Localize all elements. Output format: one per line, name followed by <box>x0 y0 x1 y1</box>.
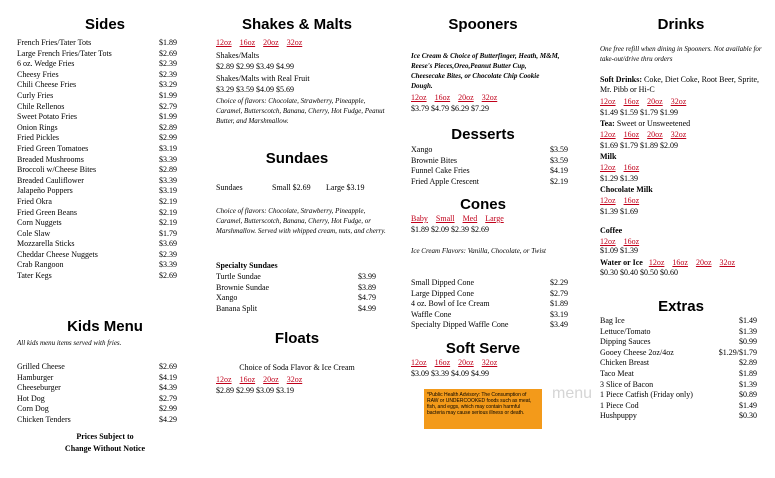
soft-drinks-line <box>600 75 770 95</box>
size-label: 16oz <box>623 97 640 106</box>
menu-item-name: Fried Okra <box>17 196 52 206</box>
menu-item-price: $4.19 <box>550 166 568 176</box>
size-label: 16oz <box>239 38 256 47</box>
shakes-prices1: $2.89 $2.99 $3.49 $4.99 <box>216 62 294 71</box>
menu-item <box>17 133 177 144</box>
menu-item-name: 4 oz. Bowl of Ice Cream <box>411 299 490 309</box>
floats-sizes <box>216 375 302 385</box>
menu-item-name: Xango <box>411 145 433 154</box>
cones-heading: Cones <box>460 196 506 213</box>
size-label: 16oz <box>623 130 640 139</box>
menu-item <box>17 260 177 271</box>
soft-drinks-sizes <box>600 97 686 107</box>
size-label: 16oz <box>623 237 640 246</box>
menu-item-name: Chili Cheese Fries <box>17 80 77 90</box>
menu-item-price: $1.49 <box>739 316 757 325</box>
menu-item-price: $0.30 <box>739 411 757 421</box>
menu-item-price: $2.99 <box>159 404 177 414</box>
size-label: 16oz <box>672 258 688 267</box>
menu-item-name: Brownie Bites <box>411 155 457 165</box>
menu-item-price: $2.19 <box>159 196 177 206</box>
menu-item-price: $3.19 <box>159 143 177 153</box>
menu-item-name: Lettuce/Tomato <box>600 326 651 336</box>
menu-item-price: $1.99 <box>159 90 177 100</box>
menu-item <box>411 289 568 300</box>
size-label: 12oz <box>600 237 616 246</box>
water-prices: $0.30 $0.40 $0.50 $0.60 <box>600 268 678 277</box>
size-label: 32oz <box>286 375 303 384</box>
menu-item-price: $2.79 <box>159 101 177 111</box>
menu-item-name: Onion Rings <box>17 122 58 132</box>
size-label: 12oz <box>600 130 616 139</box>
size-label: 32oz <box>670 130 687 139</box>
tea-desc: Sweet or Unsweetened <box>616 119 691 128</box>
sundaes-label: Sundaes <box>216 183 243 192</box>
menu-item-name: Large Dipped Cone <box>411 288 474 298</box>
menu-item-price: $3.39 <box>159 154 177 164</box>
menu-item-price: $4.99 <box>358 303 376 313</box>
menu-item-name: Xango <box>216 293 238 303</box>
size-label: 16oz <box>623 163 640 172</box>
menu-item-name: Cheeseburger <box>17 383 61 393</box>
menu-item-price: $2.39 <box>159 59 177 69</box>
menu-item <box>17 38 177 49</box>
kids-heading: Kids Menu <box>67 318 143 335</box>
menu-item <box>411 166 568 177</box>
prices-footer-1: Prices Subject to <box>76 432 134 441</box>
menu-item <box>17 229 177 240</box>
sides-heading: Sides <box>84 16 126 33</box>
menu-item-price: $4.19 <box>159 372 177 382</box>
menu-item-name: 1 Piece Cod <box>600 400 639 410</box>
milk-label: Milk <box>600 152 617 161</box>
floats-desc: Choice of Soda Flavor & Ice Cream <box>239 363 355 372</box>
menu-item <box>17 102 177 113</box>
menu-item-price: $2.19 <box>550 176 568 186</box>
desserts-heading: Desserts <box>451 126 515 143</box>
menu-item <box>17 144 177 155</box>
water-line <box>600 258 735 268</box>
menu-item-price: $1.79 <box>159 228 177 238</box>
menu-item-name: Waffle Cone <box>411 309 452 319</box>
floats-heading: Floats <box>274 330 320 347</box>
menu-item-name: Fried Pickles <box>17 133 59 143</box>
menu-item-name: Small Dipped Cone <box>411 278 475 287</box>
menu-item-name: Breaded Cauliflower <box>17 175 84 185</box>
size-label: 32oz <box>670 97 687 106</box>
menu-item <box>600 411 757 422</box>
menu-item <box>17 394 177 405</box>
menu-item-price: $4.39 <box>159 383 177 393</box>
sundaes-heading: Sundaes <box>265 150 329 167</box>
shakes-line2: Shakes/Malts with Real Fruit <box>216 74 310 83</box>
tea-label: Tea: <box>600 119 615 128</box>
menu-item <box>600 390 757 401</box>
kids-note: All kids menu items served with fries. <box>17 339 122 347</box>
size-label: 12oz <box>411 93 427 102</box>
spooners-desc: Ice Cream & Choice of Butterfinger, Heath, M&M, Reese's Pieces,Oreo,Peanut Butter Cup, Cheesecake Bites, or Chocolate Chip Cookie Dough. <box>411 52 560 90</box>
menu-item-name: Hamburger <box>17 372 54 382</box>
menu-item <box>17 155 177 166</box>
menu-item-name: Bag Ice <box>600 316 625 325</box>
menu-item <box>17 373 177 384</box>
menu-item-price: $1.89 <box>550 299 568 309</box>
menu-item-price: $0.89 <box>739 390 757 400</box>
shakes-prices2: $3.29 $3.59 $4.09 $5.69 <box>216 85 294 94</box>
specialty-sundaes-heading: Specialty Sundaes <box>216 261 278 270</box>
menu-item <box>411 156 568 167</box>
menu-item-name: Sweet Potato Fries <box>17 112 77 122</box>
menu-item-name: Crab Rangoon <box>17 260 64 270</box>
menu-item-name: Corn Dog <box>17 404 49 414</box>
menu-item-price: $3.59 <box>550 155 568 165</box>
menu-item-name: Curly Fries <box>17 90 54 100</box>
size-label: 12oz <box>600 196 616 205</box>
menu-item <box>17 404 177 415</box>
menu-item-price: $2.39 <box>159 249 177 259</box>
menu-item <box>600 316 757 327</box>
menu-item-name: Jalapeño Poppers <box>17 186 73 196</box>
size-label: Med <box>462 214 478 223</box>
menu-item-price: $4.79 <box>358 293 376 303</box>
size-label: 32oz <box>481 93 498 102</box>
menu-item-name: Large French Fries/Tater Tots <box>17 48 112 58</box>
menu-item-name: Turtle Sundae <box>216 272 261 281</box>
shakes-line1: Shakes/Malts <box>216 51 260 60</box>
menu-item-price: $2.29 <box>550 278 568 287</box>
drinks-note: One free refill when dining in Spooners. Not available for take-out/drive thru orders <box>600 45 762 63</box>
menu-item <box>17 91 177 102</box>
soft-drinks-desc: Coke, Diet Coke, Root Beer, Sprite, Mr. Pibb or Hi-C <box>600 75 760 94</box>
size-label: 16oz <box>434 93 451 102</box>
sundaes-line <box>216 183 376 193</box>
menu-item <box>216 272 376 283</box>
menu-item-price: $3.99 <box>358 272 376 281</box>
menu-item-price: $0.99 <box>739 337 757 347</box>
size-label: 12oz <box>648 258 665 267</box>
size-label: 12oz <box>216 375 232 384</box>
size-label: 16oz <box>623 196 640 205</box>
menu-item-price: $2.89 <box>159 122 177 132</box>
milk-sizes <box>600 163 639 173</box>
menu-item-name: Mozzarella Sticks <box>17 239 75 249</box>
menu-item <box>17 186 177 197</box>
menu-item-price: $3.89 <box>358 282 376 292</box>
softserve-sizes <box>411 358 497 368</box>
menu-item <box>17 197 177 208</box>
menu-item-price: $1.89 <box>739 368 757 378</box>
menu-item-price: $3.19 <box>159 186 177 196</box>
coffee-label: Coffee <box>600 226 623 235</box>
spooners-sizes <box>411 93 497 103</box>
cones-sizes <box>411 214 504 224</box>
prices-footer-2: Change Without Notice <box>64 444 146 453</box>
menu-item-price: $2.79 <box>550 288 568 298</box>
choc-milk-sizes <box>600 196 639 206</box>
menu-item <box>600 369 757 380</box>
sundaes-flavors: Choice of flavors: Chocolate, Strawberry, Pineapple, Caramel, Butterscotch, Banana, Cherry, Hot Fudge, or Marshmallow. Served with whipped cream, nuts, and cherry. <box>216 207 386 235</box>
menu-item <box>411 299 568 310</box>
menu-item-price: $1.49 <box>739 400 757 410</box>
menu-item <box>216 283 376 294</box>
soft-drinks-prices: $1.49 $1.59 $1.79 $1.99 <box>600 108 678 117</box>
menu-item <box>600 327 757 338</box>
menu-item-name: Chile Rellenos <box>17 101 65 111</box>
menu-item-name: Cheesy Fries <box>17 69 59 79</box>
menu-item-price: $2.69 <box>159 362 177 371</box>
menu-item-price: $2.69 <box>159 48 177 58</box>
menu-item <box>17 123 177 134</box>
menu-item-price: $1.29/$1.79 <box>718 347 757 357</box>
menu-item-name: Broccoli w/Cheese Bites <box>17 165 97 175</box>
menu-item <box>17 70 177 81</box>
water-label: Water or Ice <box>600 258 643 267</box>
menu-item-name: Taco Meat <box>600 368 634 378</box>
menu-item-price: $2.69 <box>159 271 177 281</box>
kids-list <box>17 362 177 426</box>
menu-item-price: $1.39 <box>739 326 757 336</box>
menu-item <box>17 415 177 426</box>
watermark: menu <box>552 385 593 402</box>
menu-item-name: Hot Dog <box>17 393 45 403</box>
menu-item-price: $3.39 <box>159 260 177 270</box>
menu-item-price: $2.99 <box>159 133 177 143</box>
menu-item-price: $1.89 <box>159 38 177 47</box>
menu-item-price: $2.89 <box>159 165 177 175</box>
extras-heading: Extras <box>658 298 704 315</box>
floats-prices: $2.89 $2.99 $3.09 $3.19 <box>216 386 294 395</box>
menu-item <box>17 49 177 60</box>
size-label: 20oz <box>695 258 712 267</box>
desserts-list <box>411 145 568 187</box>
menu-item <box>411 310 568 321</box>
sundaes-small: Small $2.69 <box>272 183 311 192</box>
menu-item-name: Cole Slaw <box>17 228 51 238</box>
shakes-flavors: Choice of flavors: Chocolate, Strawberry, Pineapple, Caramel, Butterscotch, Banana, Cherry, Hot Fudge, Peanut Butter, and Marshmallow. <box>216 97 385 125</box>
menu-item-price: $3.49 <box>550 320 568 330</box>
menu-item <box>17 112 177 123</box>
menu-item <box>411 177 568 188</box>
menu-item-price: $3.39 <box>159 175 177 185</box>
menu-item-name: Gooey Cheese 2oz/4oz <box>600 347 674 357</box>
menu-item <box>411 278 568 289</box>
sides-list <box>17 38 177 282</box>
menu-item <box>17 176 177 187</box>
menu-item-name: Fried Apple Crescent <box>411 176 479 186</box>
specialty-list <box>216 272 376 314</box>
menu-item-name: Cheddar Cheese Nuggets <box>17 249 98 259</box>
spooners-heading: Spooners <box>448 16 518 33</box>
menu-item <box>411 145 568 156</box>
menu-item <box>216 293 376 304</box>
menu-item-name: Chicken Tenders <box>17 414 71 424</box>
menu-item <box>17 250 177 261</box>
size-label: 32oz <box>286 38 303 47</box>
softserve-heading: Soft Serve <box>445 340 521 357</box>
menu-item <box>600 401 757 412</box>
menu-item <box>17 362 177 373</box>
menu-item-name: Breaded Mushrooms <box>17 154 84 164</box>
menu-item <box>17 165 177 176</box>
size-label: Baby <box>411 214 428 223</box>
size-label: 12oz <box>600 163 616 172</box>
menu-item <box>600 358 757 369</box>
cones-flavors: Ice Cream Flavors: Vanilla, Chocolate, or Twist <box>411 247 546 255</box>
tea-sizes <box>600 130 686 140</box>
menu-item-price: $2.79 <box>159 393 177 403</box>
tea-prices: $1.69 $1.79 $1.89 $2.09 <box>600 141 678 150</box>
size-label: 16oz <box>239 375 256 384</box>
coffee-prices: $1.09 $1.39 <box>600 246 638 255</box>
menu-item <box>17 271 177 282</box>
menu-item-name: Brownie Sundae <box>216 282 270 292</box>
menu-item <box>17 80 177 91</box>
size-label: 20oz <box>458 93 474 102</box>
milk-prices: $1.29 $1.39 <box>600 174 638 183</box>
size-label: 20oz <box>263 375 279 384</box>
size-label: 12oz <box>600 97 616 106</box>
menu-item <box>17 218 177 229</box>
size-label: 32oz <box>719 258 736 267</box>
menu-item <box>17 59 177 70</box>
menu-item <box>600 337 757 348</box>
menu-item-name: Corn Nuggets <box>17 218 62 228</box>
size-label: Large <box>485 214 504 223</box>
choc-milk-label: Chocolate Milk <box>600 185 653 194</box>
menu-item-price: $3.69 <box>159 239 177 249</box>
menu-item-name: 6 oz. Wedge Fries <box>17 59 75 69</box>
size-label: 16oz <box>434 358 451 367</box>
menu-item-name: French Fries/Tater Tots <box>17 38 92 47</box>
tea-line <box>600 119 690 129</box>
shakes-sizes <box>216 38 302 48</box>
cones-prices: $1.89 $2.09 $2.39 $2.69 <box>411 225 489 234</box>
menu-item <box>17 208 177 219</box>
menu-item <box>17 239 177 250</box>
menu-item-name: Fried Green Tomatoes <box>17 143 89 153</box>
menu-item-name: Banana Split <box>216 303 258 313</box>
menu-item-price: $3.19 <box>550 309 568 319</box>
menu-item-price: $2.89 <box>739 358 757 368</box>
menu-item <box>600 348 757 359</box>
menu-item-price: $4.29 <box>159 414 177 424</box>
menu-item-price: $2.19 <box>159 218 177 228</box>
size-label: 20oz <box>647 130 663 139</box>
size-label: 20oz <box>647 97 663 106</box>
cones-list <box>411 278 568 331</box>
health-advisory: *Public Health Advisory: The Consumption of RAW or UNDERCOOKED foods such as meat, fish, and eggs, which may contain harmful bacteria may cause serious illness or death. <box>424 389 542 429</box>
size-label: 20oz <box>263 38 279 47</box>
menu-item-price: $3.59 <box>550 145 568 154</box>
menu-item-name: Funnel Cake Fries <box>411 166 470 176</box>
choc-milk-prices: $1.39 $1.69 <box>600 207 638 216</box>
size-label: 32oz <box>481 358 498 367</box>
softserve-prices: $3.09 $3.39 $4.09 $4.99 <box>411 369 489 378</box>
menu-item-name: Dipping Sauces <box>600 337 651 347</box>
menu-item-name: Hushpuppy <box>600 411 637 421</box>
menu-item <box>216 304 376 315</box>
menu-item-price: $2.19 <box>159 207 177 217</box>
size-label: 12oz <box>411 358 427 367</box>
size-label: 12oz <box>216 38 232 47</box>
spooners-prices: $3.79 $4.79 $6.29 $7.29 <box>411 104 489 113</box>
menu-item <box>600 380 757 391</box>
menu-item-name: Specialty Dipped Waffle Cone <box>411 320 509 330</box>
menu-item-price: $1.99 <box>159 112 177 122</box>
menu-item-price: $3.29 <box>159 80 177 90</box>
menu-item-name: Grilled Cheese <box>17 362 65 371</box>
sundaes-large: Large $3.19 <box>326 183 365 192</box>
menu-item-name: 3 Slice of Bacon <box>600 379 654 389</box>
soft-drinks-label: Soft Drinks: <box>600 75 643 84</box>
menu-item <box>17 383 177 394</box>
extras-list <box>600 316 757 422</box>
menu-item-name: Fried Green Beans <box>17 207 77 217</box>
menu-item-price: $1.39 <box>739 379 757 389</box>
menu-item <box>411 320 568 331</box>
menu-item-price: $2.39 <box>159 69 177 79</box>
drinks-heading: Drinks <box>657 16 705 33</box>
size-label: Small <box>435 214 455 223</box>
shakes-heading: Shakes & Malts <box>241 16 353 33</box>
menu-item-name: 1 Piece Catfish (Friday only) <box>600 390 693 400</box>
menu-item-name: Chicken Breast <box>600 358 650 368</box>
size-label: 20oz <box>458 358 474 367</box>
menu-item-name: Tater Kegs <box>17 271 52 281</box>
